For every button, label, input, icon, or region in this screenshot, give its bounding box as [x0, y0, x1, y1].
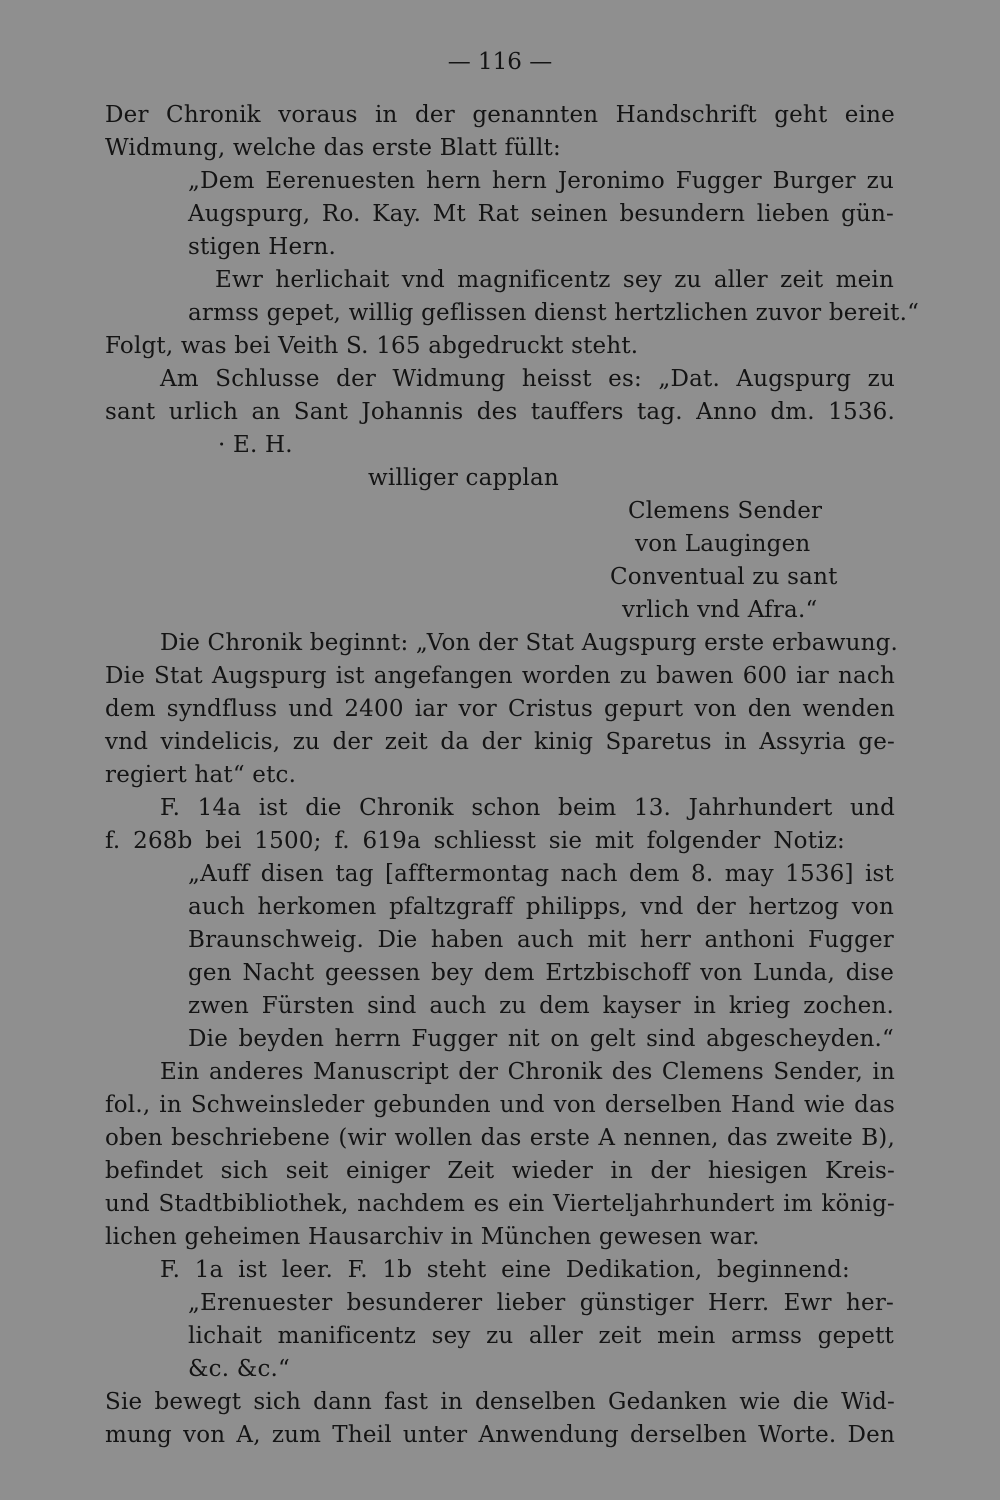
quote-line: Augspurg, Ro. Kay. Mt Rat seinen besundern lieben gün-	[188, 201, 894, 227]
quote-line: lichait manificentz sey zu aller zeit mein armss gepett	[188, 1323, 894, 1349]
text-line: Der Chronik voraus in der genannten Handschrift geht eine	[105, 102, 895, 128]
signature-initials: · E. H.	[218, 432, 293, 458]
text-line: vnd vindelicis, zu der zeit da der kinig Sparetus in Assyria ge-	[105, 729, 895, 755]
text-line: Folgt, was bei Veith S. 165 abgedruckt steht.	[105, 333, 639, 359]
text-line: befindet sich seit einiger Zeit wieder in der hiesigen Kreis-	[105, 1158, 895, 1184]
text-line: F. 14a ist die Chronik schon beim 13. Jahrhundert und	[160, 795, 895, 821]
text-line: F. 1a ist leer. F. 1b steht eine Dedikation, beginnend:	[160, 1257, 850, 1283]
quote-line: gen Nacht geessen bey dem Ertzbischoff von Lunda, dise	[188, 960, 894, 986]
text-line: Die Chronik beginnt: „Von der Stat Augspurg erste erbawung.	[160, 630, 899, 656]
text-line: Sie bewegt sich dann fast in denselben Gedanken wie die Wid-	[105, 1389, 895, 1415]
quote-line: „Dem Eerenuesten hern hern Jeronimo Fugger Burger zu	[188, 168, 894, 194]
text-line: und Stadtbibliothek, nachdem es ein Vierteljahrhundert im könig-	[105, 1191, 895, 1217]
text-line: dem syndfluss und 2400 iar vor Cristus gepurt von den wenden	[105, 696, 895, 722]
text-line: regiert hat“ etc.	[105, 762, 297, 788]
quote-line: „Auff disen tag [afftermontag nach dem 8. may 1536] ist	[188, 861, 894, 887]
quote-line: &c. &c.“	[188, 1356, 291, 1382]
quote-line: stigen Hern.	[188, 234, 337, 260]
text-line: sant urlich an Sant Johannis des tauffers tag. Anno dm. 1536.	[105, 399, 895, 425]
text-line: Ein anderes Manuscript der Chronik des Clemens Sender, in	[160, 1059, 895, 1085]
signature-line: von Laugingen	[635, 531, 811, 557]
text-line: fol., in Schweinsleder gebunden und von derselben Hand wie das	[105, 1092, 895, 1118]
signature-line: Clemens Sender	[628, 498, 823, 524]
signature-line: vrlich vnd Afra.“	[622, 597, 818, 623]
quote-line: Ewr herlichait vnd magnificentz sey zu aller zeit mein	[215, 267, 894, 293]
quote-line: armss gepet, willig geflissen dienst hertzlichen zuvor bereit.“	[188, 300, 920, 326]
quote-line: „Erenuester besunderer lieber günstiger Herr. Ewr her-	[188, 1290, 894, 1316]
text-line: Widmung, welche das erste Blatt füllt:	[105, 135, 561, 161]
quote-line: Braunschweig. Die haben auch mit herr anthoni Fugger	[188, 927, 894, 953]
page-number: — 116 —	[447, 49, 553, 75]
text-line: lichen geheimen Hausarchiv in München gewesen war.	[105, 1224, 760, 1250]
text-line: oben beschriebene (wir wollen das erste A nennen, das zweite B),	[105, 1125, 895, 1151]
quote-line: auch herkomen pfaltzgraff philipps, vnd der hertzog von	[188, 894, 894, 920]
signature-line: williger capplan	[368, 465, 559, 491]
text-line: mung von A, zum Theil unter Anwendung derselben Worte. Den	[105, 1422, 895, 1448]
quote-line: zwen Fürsten sind auch zu dem kayser in krieg zochen.	[188, 993, 894, 1019]
text-line: Am Schlusse der Widmung heisst es: „Dat. Augspurg zu	[160, 366, 895, 392]
text-line: f. 268b bei 1500; f. 619a schliesst sie mit folgender Notiz:	[105, 828, 845, 854]
text-line: Die Stat Augspurg ist angefangen worden zu bawen 600 iar nach	[105, 663, 895, 689]
signature-line: Conventual zu sant	[610, 564, 838, 590]
quote-line: Die beyden herrn Fugger nit on gelt sind abgescheyden.“	[188, 1026, 894, 1052]
